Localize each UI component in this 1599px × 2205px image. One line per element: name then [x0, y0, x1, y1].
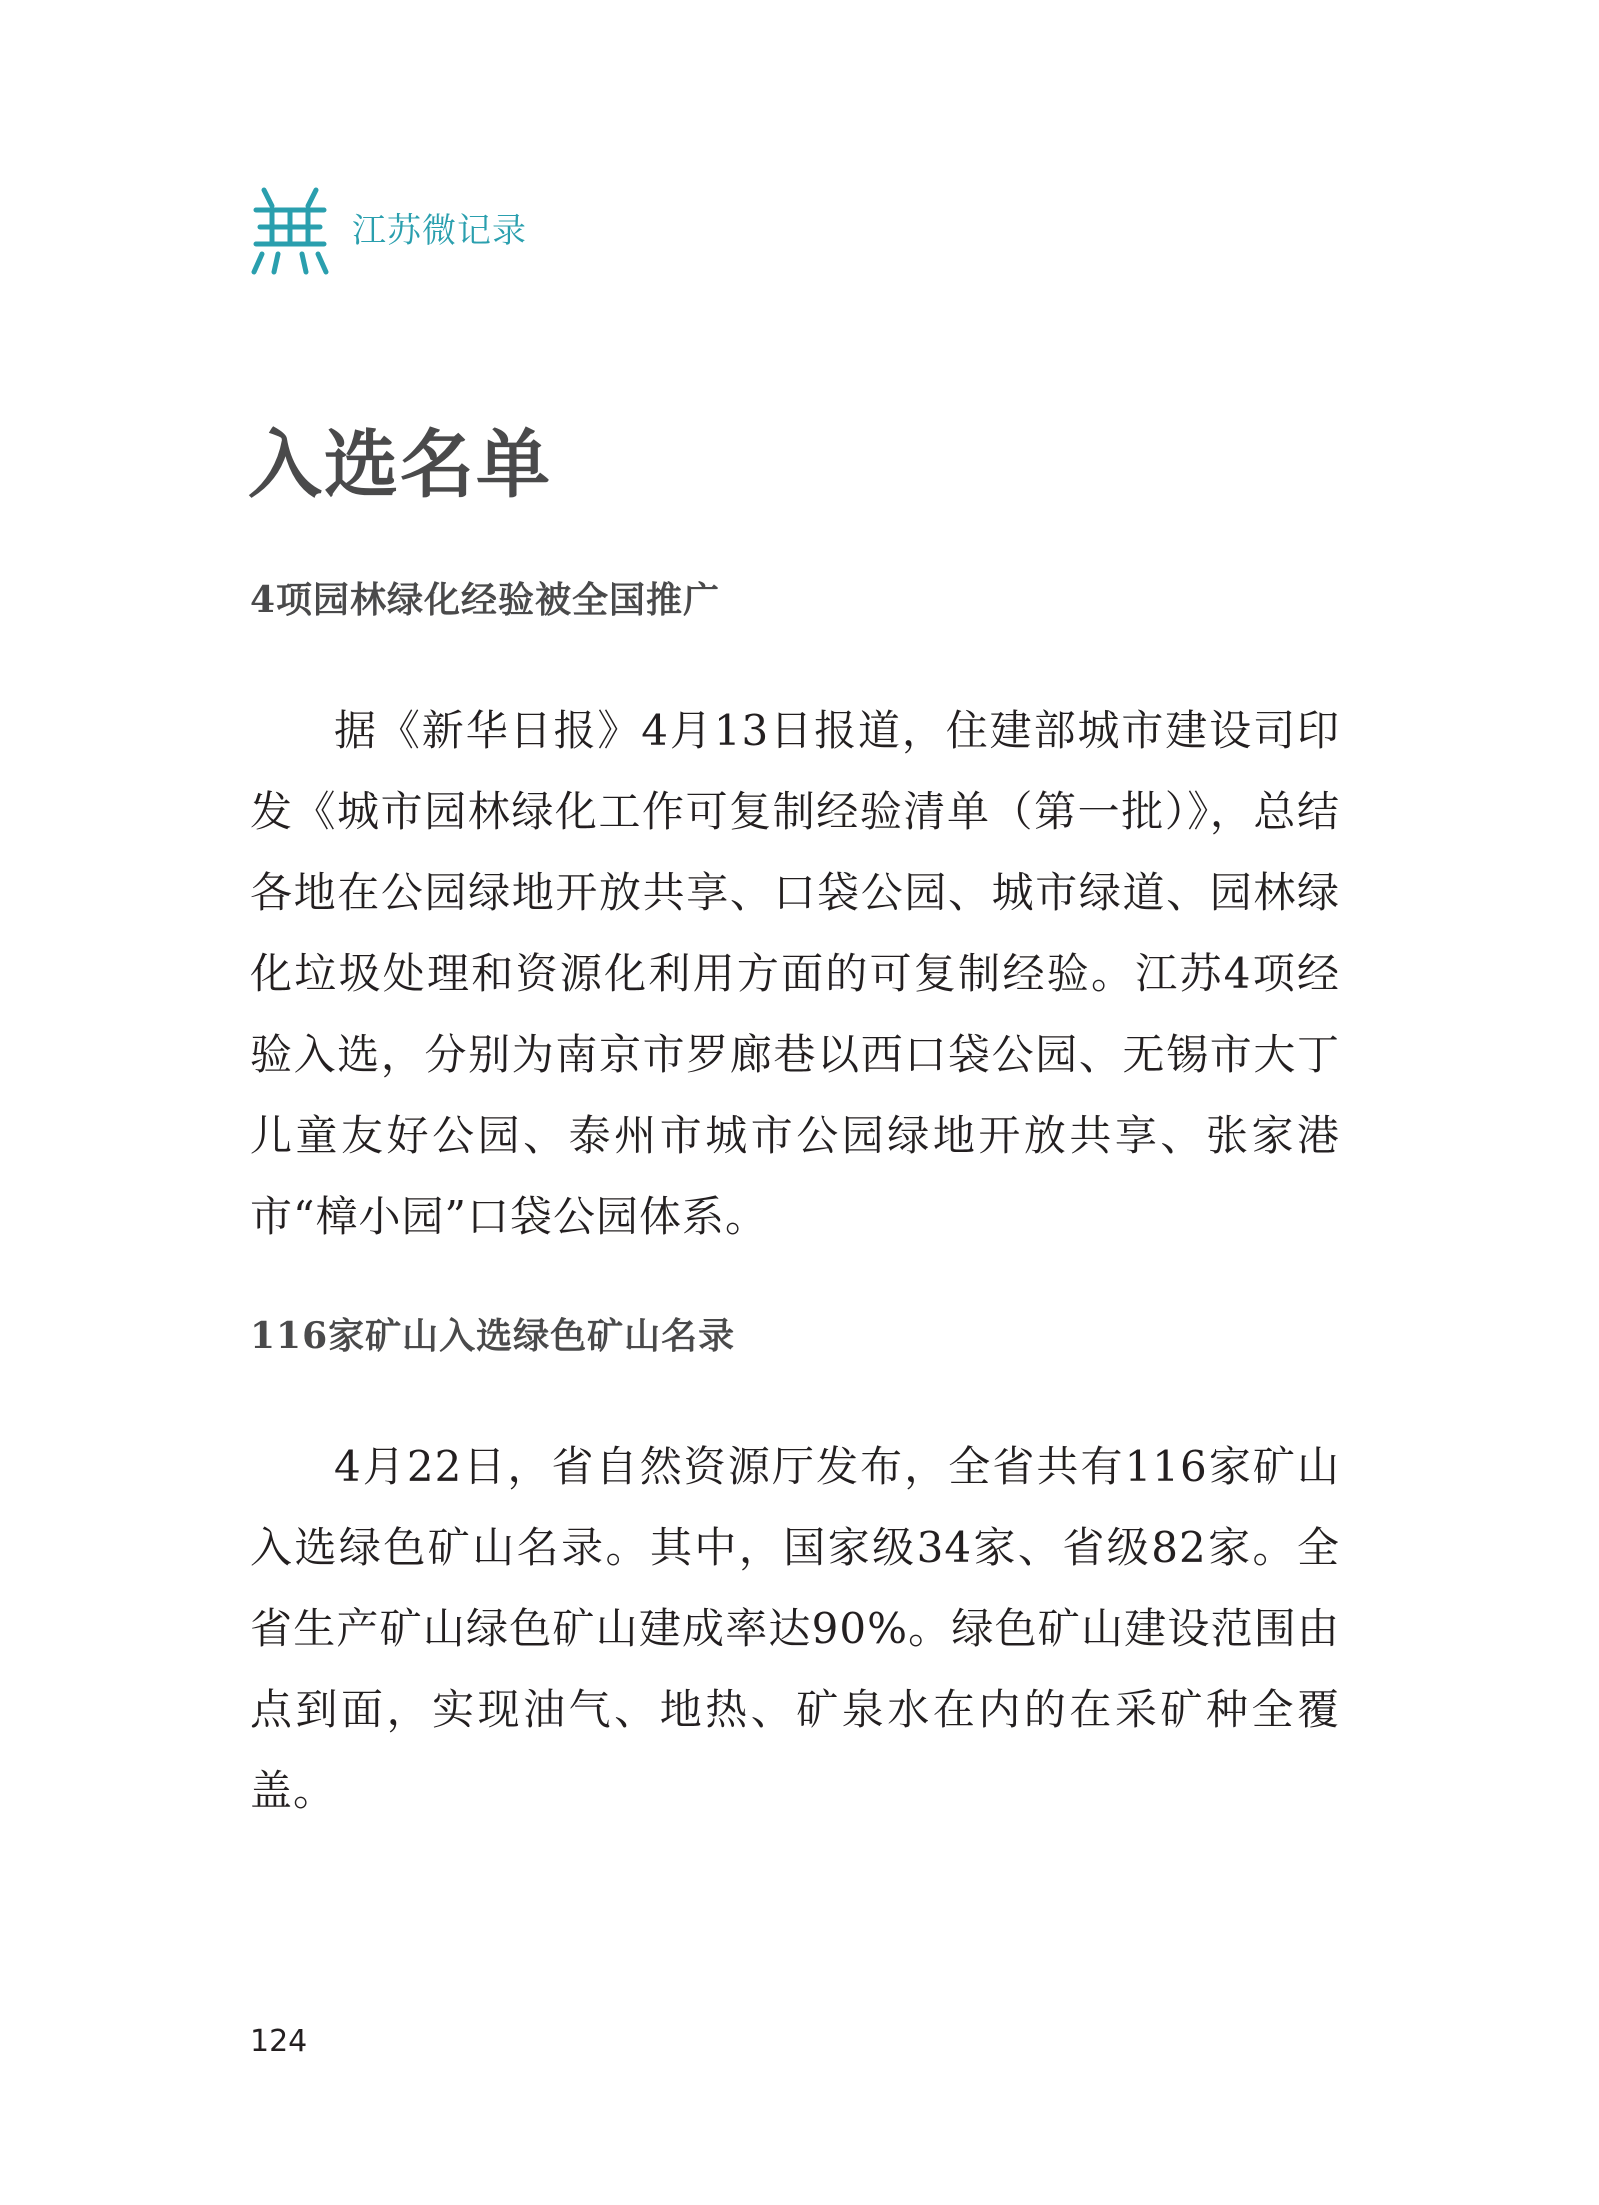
page-header: [250, 186, 527, 276]
article-garden-greening: [250, 579, 1340, 1257]
page-title: 入选名单: [248, 422, 552, 508]
page-number: 124: [250, 2024, 308, 2059]
series-title: 江苏微记录: [352, 211, 527, 251]
article-heading: 4项园林绿化经验被全国推广: [250, 579, 721, 621]
article-body: 4月22日，省自然资源厅发布，全省共有116家矿山入选绿色矿山名录。其中，国家级34家、省级82家。全省生产矿山绿色矿山建成率达90%。绿色矿山建设范围由点到面，实现油气、地热、矿泉水在内的在采矿种全覆盖。: [250, 1442, 1340, 1815]
article-green-mines: [250, 1315, 1340, 1831]
article-body: 据《新华日报》4月13日报道，住建部城市建设司印发《城市园林绿化工作可复制经验清单（第一批）》，总结各地在公园绿地开放共享、口袋公园、城市绿道、园林绿化垃圾处理和资源化利用方面的可复制经验。江苏4项经验入选，分别为南京市罗廊巷以西口袋公园、无锡市大丁儿童友好公园、泰州市城市公园绿地开放共享、张家港市“樟小园”口袋公园体系。: [250, 706, 1340, 1241]
jiangsu-emblem-icon: [250, 186, 330, 276]
article-heading: 116家矿山入选绿色矿山名录: [250, 1315, 736, 1357]
